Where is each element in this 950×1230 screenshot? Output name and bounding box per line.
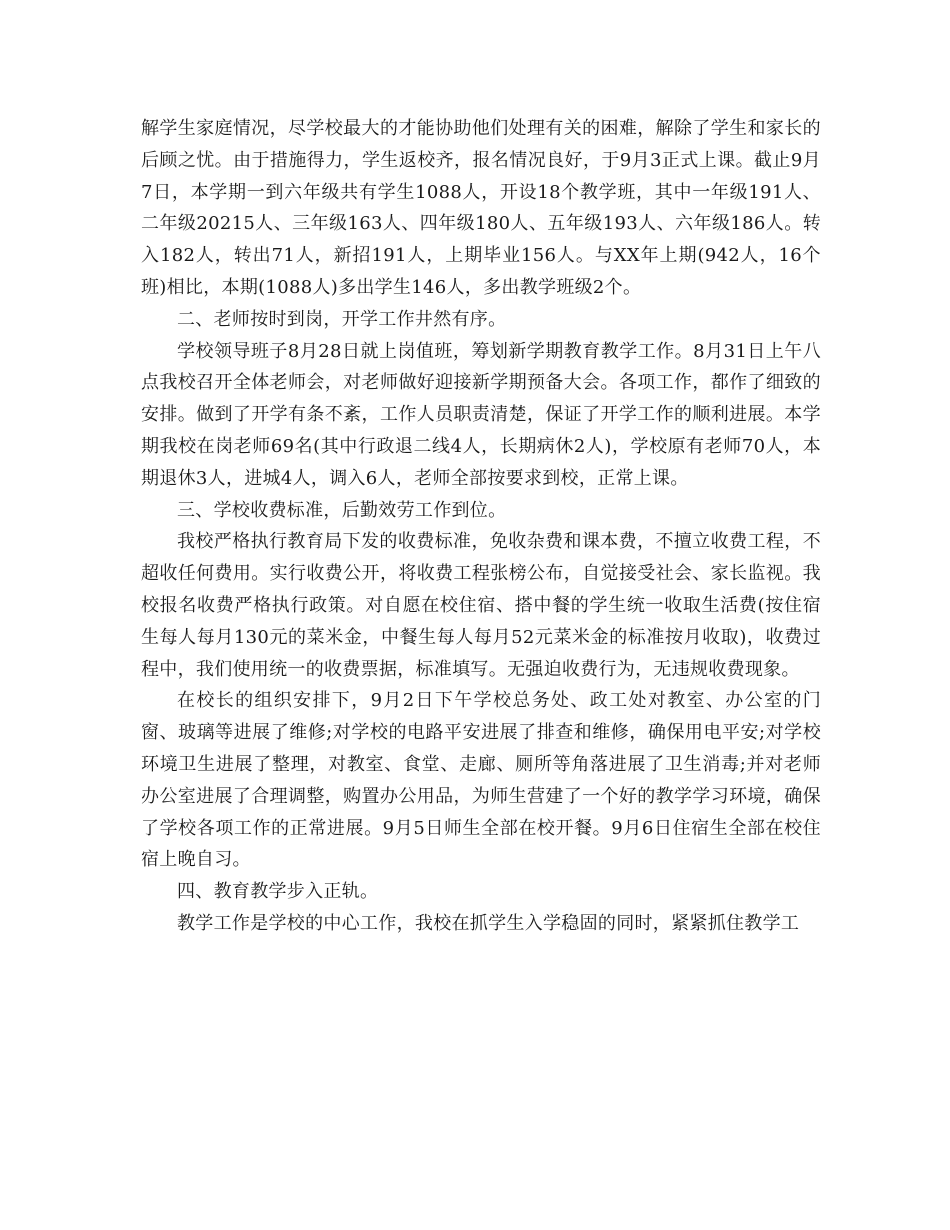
paragraph-enrollment: 解学生家庭情况，尽学校最大的才能协助他们处理有关的困难，解除了学生和家长的后顾之忧。由于措施得力，学生返校齐，报名情况良好，于9月3正式上课。截止9月7日，本学期一到六年级共有学生1088人，开设18个教学班，其中一年级191人、二年级20215人、三年级163人、四年级180人、五年级193人、六年级186人。转入182人，转出71人，新招191人，上期毕业156人。与XX年上期(942人，16个班)相比，本期(1088人)多出学生146人，多出教学班级2个。 — [141, 118, 821, 298]
document-page — [141, 113, 821, 940]
paragraph-maintenance: 在校长的组织安排下，9月2日下午学校总务处、政工处对教室、办公室的门窗、玻璃等进展了维修;对学校的电路平安进展了排查和维修，确保用电平安;对学校环境卫生进展了整理，对教室、食堂、走廊、厕所等角落进展了卫生消毒;并对老师办公室进展了合理调整，购置办公用品，为师生营建了一个好的教学学习环境，确保了学校各项工作的正常进展。9月5日师生全部在校开餐。9月6日住宿生全部在校住宿上晚自习。 — [141, 690, 821, 871]
heading-teaching-on-track: 四、教育教学步入正轨。 — [177, 881, 379, 903]
paragraph-teachers: 学校领导班子8月28日就上岗值班，筹划新学期教育教学工作。8月31日上午八点我校召开全体老师会，对老师做好迎接新学期预备大会。各项工作，都作了细致的安排。做到了开学有条不紊，工作人员职责清楚，保证了开学工作的顺利进展。本学期我校在岗老师69名(其中行政退二线4人，长期病休2人)，学校原有老师70人，本期退休3人，进城4人，调入6人，老师全部按要求到校，正常上课。 — [141, 340, 821, 489]
heading-teachers-on-duty: 二、老师按时到岗，开学工作井然有序。 — [177, 308, 507, 330]
paragraph-teaching: 教学工作是学校的中心工作，我校在抓学生入学稳固的同时，紧紧抓住教学工 — [177, 912, 800, 934]
paragraph-fees: 我校严格执行教育局下发的收费标准，免收杂费和课本费，不擅立收费工程，不超收任何费用。实行收费公开，将收费工程张榜公布，自觉接受社会、家长监视。我校报名收费严格执行政策。对自愿在校住宿、搭中餐的学生统一收取生活费(按住宿生每人每月130元的菜米金，中餐生每人每月52元菜米金的标准按月收取)，收费过程中，我们使用统一的收费票据，标准填写。无强迫收费行为，无违规收费现象。 — [141, 531, 821, 680]
heading-fees-logistics: 三、学校收费标准，后勤效劳工作到位。 — [177, 499, 507, 521]
